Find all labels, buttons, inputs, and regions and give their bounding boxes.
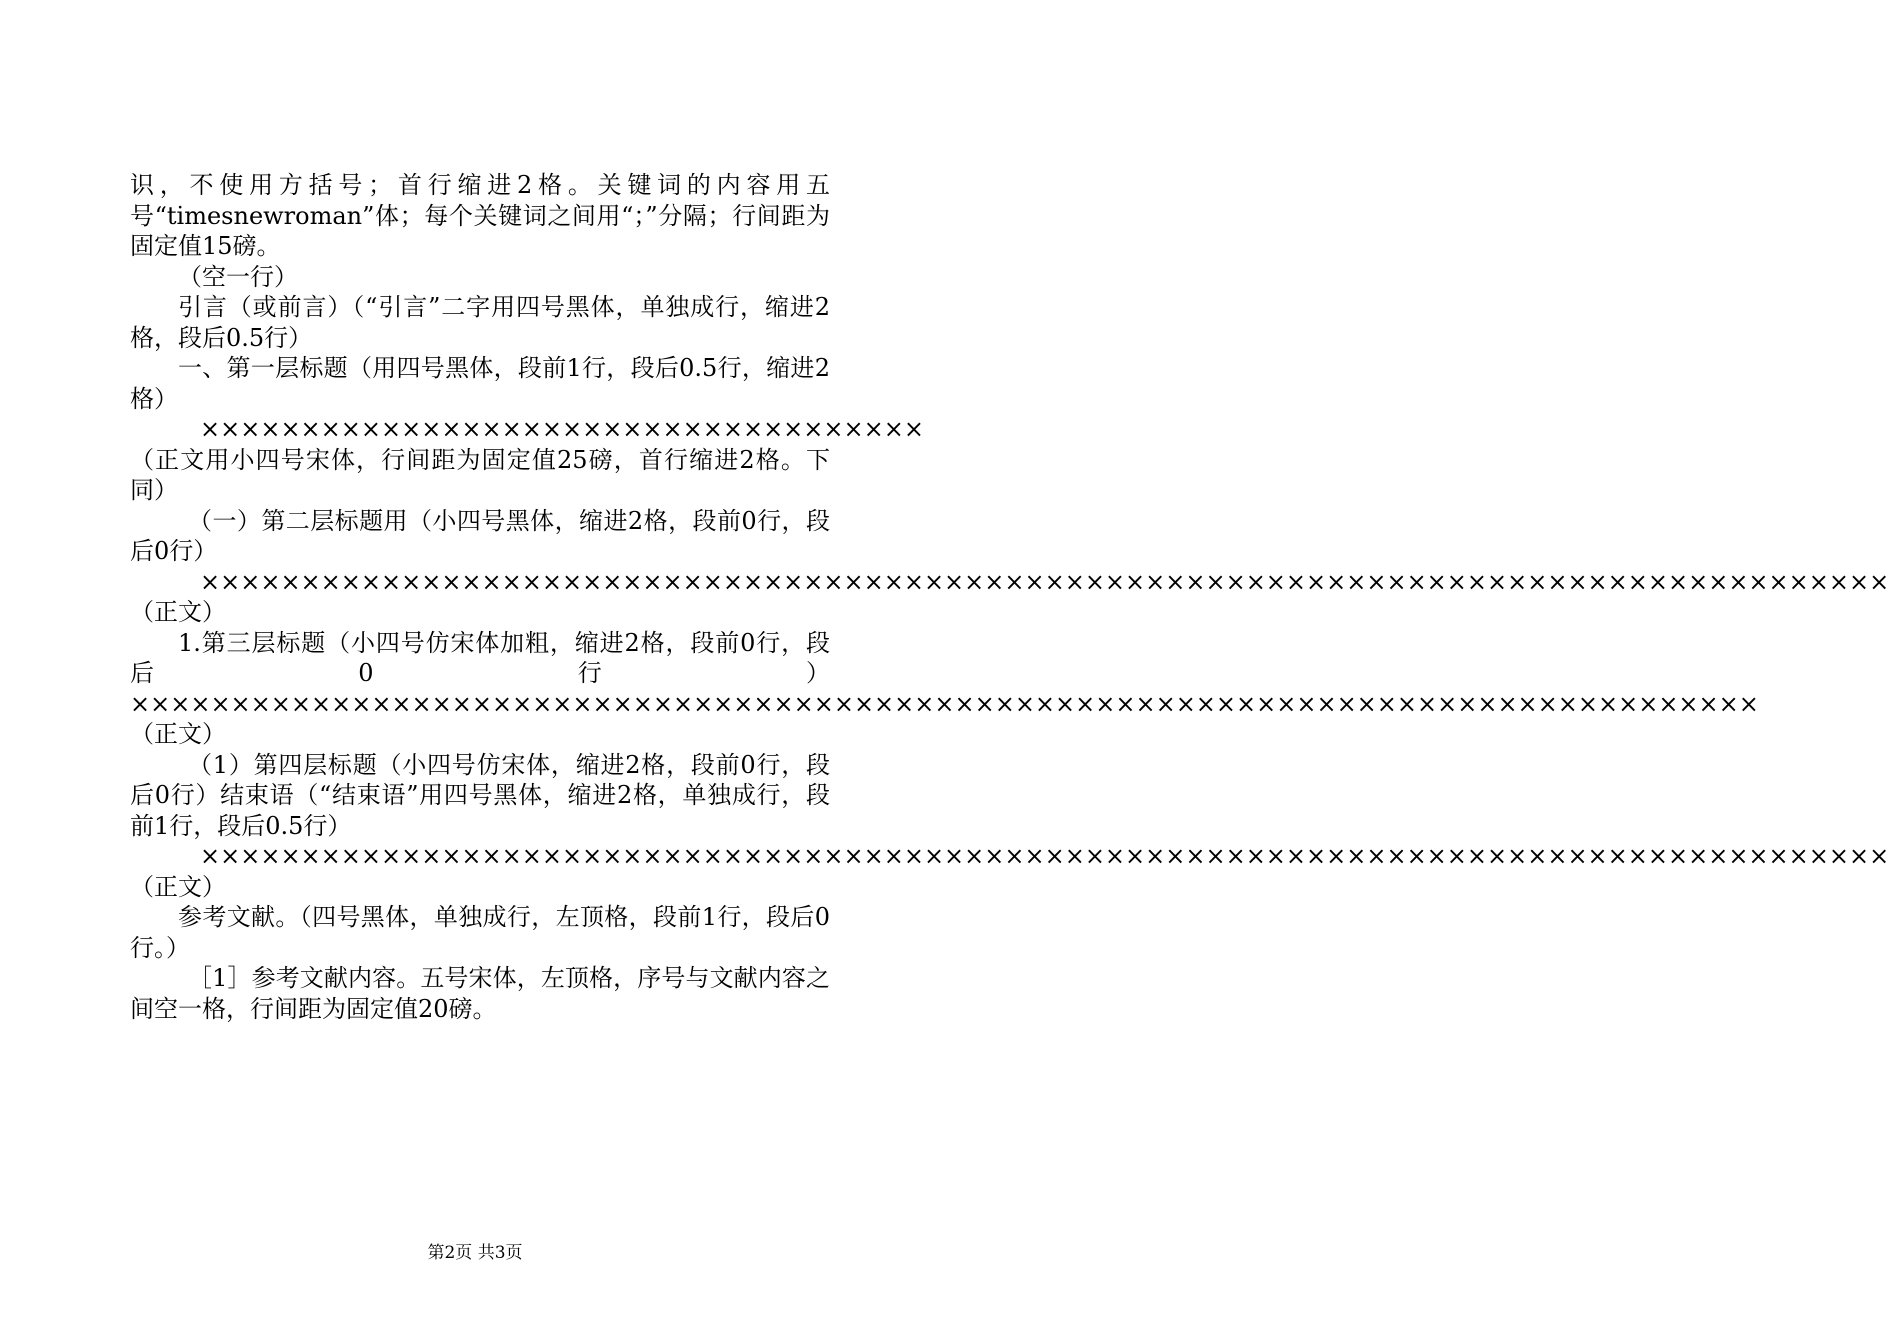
introduction-heading-note: 引言（或前言）（“引言”二字用四号黑体，单独成行，缩进2格，段后0.5行） — [130, 293, 830, 352]
body-text-placeholder-2: ××××××××××××××××××××××××××××××××××××××××××××××××××××××××××××××××××××××××××××××××××××（正文） — [130, 567, 1889, 626]
page-number-footer: 第2页 共3页 — [427, 1243, 523, 1263]
keywords-format-paragraph: 识，不使用方括号；首行缩进2格。关键词的内容用五号“timesnewroman”体；每个关键词之间用“；”分隔；行间距为固定值15磅。 — [130, 171, 830, 260]
document-body — [130, 170, 1889, 1024]
level-four-heading-note: （1）第四层标题（小四号仿宋体，缩进2格，段前0行，段后0行）结束语（“结束语”用四号黑体，缩进2格，单独成行，段前1行，段后0.5行） — [130, 750, 830, 840]
body-text-placeholder-3: ××××××××××××××××××××××××××××××××××××××××××××××××××××××××××××××××××××××××××××××××××××（正文） — [130, 842, 1889, 901]
blank-line-note: （空一行） — [178, 262, 298, 291]
level-three-heading-note: 1.第三层标题（小四号仿宋体加粗，缩进2格，段前0行，段后0行）×××××××××××××××××××××××××××××××××××××××××××××××××××××××××××××××××××××××××××××××××（正文） — [130, 628, 1759, 748]
level-one-heading-note: 一、第一层标题（用四号黑体，段前1行，段后0.5行，缩进2格） — [130, 354, 830, 413]
body-text-placeholder-1: ××××××××××××××××××××××××××××××××××××（正文用小四号宋体，行间距为固定值25磅，首行缩进2格。下同） — [130, 415, 924, 504]
reference-item-note: ［1］参考文献内容。五号宋体，左顶格，序号与文献内容之间空一格，行间距为固定值20磅。 — [130, 964, 830, 1023]
references-heading-note: 参考文献。（四号黑体，单独成行，左顶格，段前1行，段后0行。） — [130, 903, 830, 962]
level-two-heading-note: （一）第二层标题用（小四号黑体，缩进2格，段前0行，段后0行） — [130, 506, 830, 565]
